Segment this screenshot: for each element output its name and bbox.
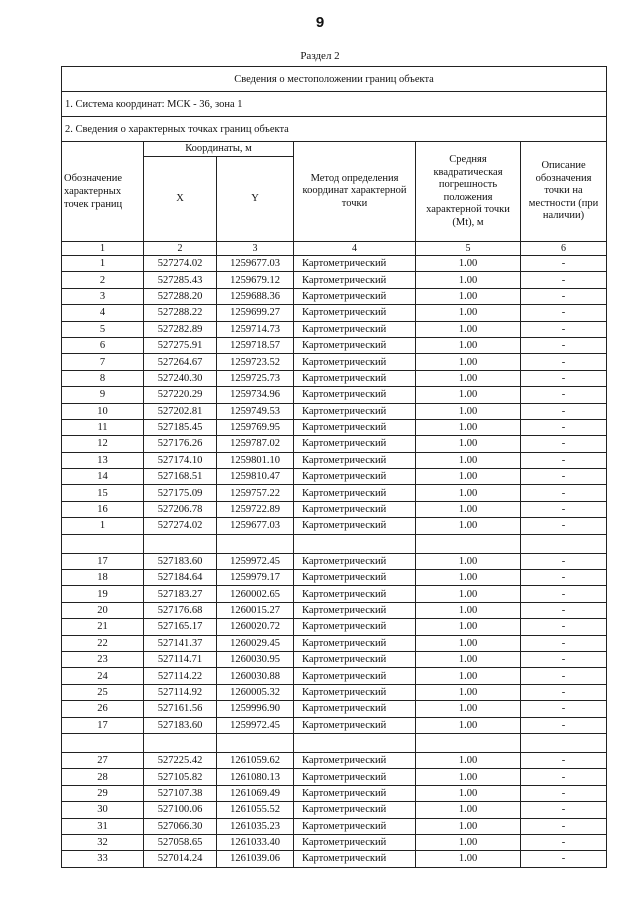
- table-row: [62, 635, 607, 651]
- table-row: [62, 387, 607, 403]
- coord-y-cell: 1260029.45: [217, 635, 294, 651]
- coord-y-cell: 1260020.72: [217, 619, 294, 635]
- coord-y-cell: 1259722.89: [217, 501, 294, 517]
- point-number-cell: 19: [62, 586, 144, 602]
- column-number: 5: [416, 242, 521, 256]
- table-row: [62, 668, 607, 684]
- coord-system: 1. Система координат: МСК - 36, зона 1: [62, 92, 607, 117]
- coord-x-cell: 527105.82: [144, 769, 217, 785]
- table-row: [62, 403, 607, 419]
- table-row: [62, 469, 607, 485]
- point-number-cell: 13: [62, 452, 144, 468]
- table-row: [62, 785, 607, 801]
- error-cell: 1.00: [416, 436, 521, 452]
- boundary-table: [61, 66, 607, 868]
- table-row: [62, 452, 607, 468]
- description-cell: -: [521, 403, 607, 419]
- coord-y-cell: 1259972.45: [217, 717, 294, 733]
- coord-x-cell: 527176.68: [144, 602, 217, 618]
- table-row: [62, 419, 607, 435]
- point-number-cell: 26: [62, 701, 144, 717]
- description-cell: -: [521, 684, 607, 700]
- point-number-cell: 7: [62, 354, 144, 370]
- header-method: Метод определения координат характерной точки: [294, 142, 416, 242]
- method-cell: Картометрический: [294, 752, 416, 768]
- coord-y-cell: 1259801.10: [217, 452, 294, 468]
- error-cell: 1.00: [416, 785, 521, 801]
- coord-x-cell: 527285.43: [144, 272, 217, 288]
- coord-x-cell: 527282.89: [144, 321, 217, 337]
- empty-cell: [144, 534, 217, 553]
- error-cell: 1.00: [416, 272, 521, 288]
- coord-x-cell: 527183.60: [144, 717, 217, 733]
- coord-x-cell: 527165.17: [144, 619, 217, 635]
- point-number-cell: 6: [62, 337, 144, 353]
- method-cell: Картометрический: [294, 387, 416, 403]
- coord-y-cell: 1261039.06: [217, 851, 294, 867]
- coord-x-cell: 527175.09: [144, 485, 217, 501]
- page-number: 9: [315, 14, 325, 31]
- description-cell: -: [521, 436, 607, 452]
- error-cell: 1.00: [416, 586, 521, 602]
- method-cell: Картометрический: [294, 818, 416, 834]
- method-cell: Картометрический: [294, 321, 416, 337]
- description-cell: -: [521, 619, 607, 635]
- method-cell: Картометрический: [294, 834, 416, 850]
- description-cell: -: [521, 501, 607, 517]
- description-cell: -: [521, 701, 607, 717]
- table-row: [62, 272, 607, 288]
- coord-x-cell: 527274.02: [144, 256, 217, 272]
- table-row: [62, 752, 607, 768]
- header-error: Средняя квадратическая погрешность положения характерной точки (Mt), м: [416, 142, 521, 242]
- method-cell: Картометрический: [294, 635, 416, 651]
- coord-x-cell: 527114.92: [144, 684, 217, 700]
- error-cell: 1.00: [416, 684, 521, 700]
- description-cell: -: [521, 717, 607, 733]
- column-number: 4: [294, 242, 416, 256]
- method-cell: Картометрический: [294, 668, 416, 684]
- error-cell: 1.00: [416, 501, 521, 517]
- table-row: [62, 851, 607, 867]
- method-cell: Картометрический: [294, 501, 416, 517]
- error-cell: 1.00: [416, 387, 521, 403]
- method-cell: Картометрический: [294, 485, 416, 501]
- empty-cell: [521, 534, 607, 553]
- point-number-cell: 10: [62, 403, 144, 419]
- point-number-cell: 16: [62, 501, 144, 517]
- point-number-cell: 22: [62, 635, 144, 651]
- coord-y-cell: 1259769.95: [217, 419, 294, 435]
- coord-y-cell: 1259688.36: [217, 288, 294, 304]
- table-row: [62, 288, 607, 304]
- table-row: [62, 570, 607, 586]
- table-row: [62, 651, 607, 667]
- table-row: [62, 769, 607, 785]
- description-cell: -: [521, 769, 607, 785]
- point-number-cell: 32: [62, 834, 144, 850]
- coord-y-cell: 1260030.88: [217, 668, 294, 684]
- method-cell: Картометрический: [294, 586, 416, 602]
- coord-x-cell: 527220.29: [144, 387, 217, 403]
- error-cell: 1.00: [416, 485, 521, 501]
- table-row: [62, 436, 607, 452]
- coord-x-cell: 527184.64: [144, 570, 217, 586]
- coord-y-cell: 1260015.27: [217, 602, 294, 618]
- description-cell: -: [521, 354, 607, 370]
- coord-x-cell: 527066.30: [144, 818, 217, 834]
- error-cell: 1.00: [416, 553, 521, 569]
- coord-x-cell: 527288.20: [144, 288, 217, 304]
- description-cell: -: [521, 785, 607, 801]
- method-cell: Картометрический: [294, 684, 416, 700]
- coord-x-cell: 527183.27: [144, 586, 217, 602]
- method-cell: Картометрический: [294, 553, 416, 569]
- coord-x-cell: 527141.37: [144, 635, 217, 651]
- point-number-cell: 27: [62, 752, 144, 768]
- description-cell: -: [521, 337, 607, 353]
- empty-cell: [217, 733, 294, 752]
- table-row: [62, 602, 607, 618]
- description-cell: -: [521, 452, 607, 468]
- error-cell: 1.00: [416, 256, 521, 272]
- error-cell: 1.00: [416, 452, 521, 468]
- empty-cell: [416, 733, 521, 752]
- coord-y-cell: 1259718.57: [217, 337, 294, 353]
- method-cell: Картометрический: [294, 717, 416, 733]
- column-number: 1: [62, 242, 144, 256]
- point-number-cell: 3: [62, 288, 144, 304]
- group-separator-row: [62, 534, 607, 553]
- error-cell: 1.00: [416, 403, 521, 419]
- coord-x-cell: 527202.81: [144, 403, 217, 419]
- coord-y-cell: 1259972.45: [217, 553, 294, 569]
- point-number-cell: 1: [62, 256, 144, 272]
- coord-y-cell: 1259734.96: [217, 387, 294, 403]
- table-row: [62, 701, 607, 717]
- method-cell: Картометрический: [294, 802, 416, 818]
- method-cell: Картометрический: [294, 851, 416, 867]
- coord-y-cell: 1259679.12: [217, 272, 294, 288]
- description-cell: -: [521, 602, 607, 618]
- empty-cell: [416, 534, 521, 553]
- table-row: [62, 305, 607, 321]
- coord-y-cell: 1260030.95: [217, 651, 294, 667]
- point-number-cell: 11: [62, 419, 144, 435]
- point-number-cell: 31: [62, 818, 144, 834]
- table-row: [62, 586, 607, 602]
- table-row: [62, 321, 607, 337]
- table-row: [62, 553, 607, 569]
- point-number-cell: 1: [62, 518, 144, 534]
- coord-y-cell: 1259699.27: [217, 305, 294, 321]
- error-cell: 1.00: [416, 668, 521, 684]
- coord-y-cell: 1261035.23: [217, 818, 294, 834]
- method-cell: Картометрический: [294, 419, 416, 435]
- error-cell: 1.00: [416, 354, 521, 370]
- table-row: [62, 354, 607, 370]
- coord-x-cell: 527240.30: [144, 370, 217, 386]
- coord-x-cell: 527100.06: [144, 802, 217, 818]
- description-cell: -: [521, 570, 607, 586]
- point-number-cell: 8: [62, 370, 144, 386]
- table-row: [62, 370, 607, 386]
- coord-y-cell: 1259725.73: [217, 370, 294, 386]
- header-y: Y: [217, 157, 294, 242]
- point-number-cell: 17: [62, 553, 144, 569]
- method-cell: Картометрический: [294, 272, 416, 288]
- point-number-cell: 24: [62, 668, 144, 684]
- coord-x-cell: 527274.02: [144, 518, 217, 534]
- coord-y-cell: 1261055.52: [217, 802, 294, 818]
- coord-y-cell: 1260005.32: [217, 684, 294, 700]
- coord-y-cell: 1259714.73: [217, 321, 294, 337]
- coord-x-cell: 527107.38: [144, 785, 217, 801]
- header-description: Описание обозначения точки на местности (при наличии): [521, 142, 607, 242]
- coord-x-cell: 527014.24: [144, 851, 217, 867]
- method-cell: Картометрический: [294, 403, 416, 419]
- point-number-cell: 20: [62, 602, 144, 618]
- coord-y-cell: 1259677.03: [217, 518, 294, 534]
- description-cell: -: [521, 518, 607, 534]
- coord-x-cell: 527206.78: [144, 501, 217, 517]
- coord-x-cell: 527225.42: [144, 752, 217, 768]
- coord-x-cell: 527264.67: [144, 354, 217, 370]
- coord-y-cell: 1259979.17: [217, 570, 294, 586]
- method-cell: Картометрический: [294, 651, 416, 667]
- method-cell: Картометрический: [294, 469, 416, 485]
- error-cell: 1.00: [416, 635, 521, 651]
- description-cell: -: [521, 419, 607, 435]
- point-number-cell: 5: [62, 321, 144, 337]
- point-number-cell: 18: [62, 570, 144, 586]
- header-x: X: [144, 157, 217, 242]
- description-cell: -: [521, 553, 607, 569]
- column-numbers-row: [62, 242, 607, 256]
- coord-y-cell: 1261033.40: [217, 834, 294, 850]
- error-cell: 1.00: [416, 469, 521, 485]
- method-cell: Картометрический: [294, 785, 416, 801]
- error-cell: 1.00: [416, 651, 521, 667]
- table-row: [62, 834, 607, 850]
- error-cell: 1.00: [416, 769, 521, 785]
- error-cell: 1.00: [416, 570, 521, 586]
- description-cell: -: [521, 469, 607, 485]
- method-cell: Картометрический: [294, 256, 416, 272]
- description-cell: -: [521, 834, 607, 850]
- coord-y-cell: 1259677.03: [217, 256, 294, 272]
- coord-x-cell: 527114.71: [144, 651, 217, 667]
- column-number: 6: [521, 242, 607, 256]
- point-number-cell: 33: [62, 851, 144, 867]
- table-row: [62, 818, 607, 834]
- description-cell: -: [521, 752, 607, 768]
- method-cell: Картометрический: [294, 452, 416, 468]
- description-cell: -: [521, 668, 607, 684]
- description-cell: -: [521, 305, 607, 321]
- table-row: [62, 485, 607, 501]
- point-number-cell: 30: [62, 802, 144, 818]
- coord-x-cell: 527161.56: [144, 701, 217, 717]
- table-row: [62, 256, 607, 272]
- table-title: Сведения о местоположении границ объекта: [62, 67, 607, 92]
- coord-x-cell: 527185.45: [144, 419, 217, 435]
- table-row: [62, 337, 607, 353]
- table-row: [62, 684, 607, 700]
- group-separator-row: [62, 733, 607, 752]
- coord-y-cell: 1260002.65: [217, 586, 294, 602]
- description-cell: -: [521, 851, 607, 867]
- coord-x-cell: 527168.51: [144, 469, 217, 485]
- description-cell: -: [521, 256, 607, 272]
- table-row: [62, 717, 607, 733]
- method-cell: Картометрический: [294, 337, 416, 353]
- coord-y-cell: 1259996.90: [217, 701, 294, 717]
- coord-y-cell: 1261069.49: [217, 785, 294, 801]
- description-cell: -: [521, 818, 607, 834]
- description-cell: -: [521, 635, 607, 651]
- point-number-cell: 23: [62, 651, 144, 667]
- method-cell: Картометрический: [294, 305, 416, 321]
- error-cell: 1.00: [416, 321, 521, 337]
- empty-cell: [144, 733, 217, 752]
- description-cell: -: [521, 485, 607, 501]
- coord-x-cell: 527275.91: [144, 337, 217, 353]
- point-number-cell: 29: [62, 785, 144, 801]
- point-number-cell: 9: [62, 387, 144, 403]
- point-number-cell: 14: [62, 469, 144, 485]
- coord-x-cell: 527058.65: [144, 834, 217, 850]
- method-cell: Картометрический: [294, 354, 416, 370]
- error-cell: 1.00: [416, 851, 521, 867]
- method-cell: Картометрический: [294, 288, 416, 304]
- coord-y-cell: 1259757.22: [217, 485, 294, 501]
- description-cell: -: [521, 272, 607, 288]
- error-cell: 1.00: [416, 337, 521, 353]
- error-cell: 1.00: [416, 305, 521, 321]
- error-cell: 1.00: [416, 419, 521, 435]
- header-designation: Обозначение характерных точек границ: [62, 142, 144, 242]
- coord-x-cell: 527174.10: [144, 452, 217, 468]
- column-number: 2: [144, 242, 217, 256]
- column-number: 3: [217, 242, 294, 256]
- empty-cell: [62, 534, 144, 553]
- empty-cell: [521, 733, 607, 752]
- coord-x-cell: 527114.22: [144, 668, 217, 684]
- coord-y-cell: 1261059.62: [217, 752, 294, 768]
- points-heading: 2. Сведения о характерных точках границ объекта: [62, 117, 607, 142]
- coord-y-cell: 1259810.47: [217, 469, 294, 485]
- point-number-cell: 4: [62, 305, 144, 321]
- error-cell: 1.00: [416, 802, 521, 818]
- method-cell: Картометрический: [294, 769, 416, 785]
- empty-cell: [62, 733, 144, 752]
- error-cell: 1.00: [416, 619, 521, 635]
- section-title: Раздел 2: [300, 50, 340, 62]
- error-cell: 1.00: [416, 818, 521, 834]
- method-cell: Картометрический: [294, 619, 416, 635]
- error-cell: 1.00: [416, 370, 521, 386]
- method-cell: Картометрический: [294, 701, 416, 717]
- coord-y-cell: 1259749.53: [217, 403, 294, 419]
- table-row: [62, 802, 607, 818]
- error-cell: 1.00: [416, 717, 521, 733]
- point-number-cell: 28: [62, 769, 144, 785]
- point-number-cell: 17: [62, 717, 144, 733]
- description-cell: -: [521, 586, 607, 602]
- error-cell: 1.00: [416, 834, 521, 850]
- coord-x-cell: 527183.60: [144, 553, 217, 569]
- method-cell: Картометрический: [294, 518, 416, 534]
- method-cell: Картометрический: [294, 436, 416, 452]
- point-number-cell: 2: [62, 272, 144, 288]
- description-cell: -: [521, 370, 607, 386]
- point-number-cell: 15: [62, 485, 144, 501]
- coord-x-cell: 527176.26: [144, 436, 217, 452]
- table-row: [62, 501, 607, 517]
- empty-cell: [294, 733, 416, 752]
- coord-y-cell: 1261080.13: [217, 769, 294, 785]
- coord-x-cell: 527288.22: [144, 305, 217, 321]
- description-cell: -: [521, 288, 607, 304]
- coord-y-cell: 1259723.52: [217, 354, 294, 370]
- error-cell: 1.00: [416, 518, 521, 534]
- method-cell: Картометрический: [294, 370, 416, 386]
- header-coordinates: Координаты, м: [144, 142, 294, 157]
- method-cell: Картометрический: [294, 602, 416, 618]
- method-cell: Картометрический: [294, 570, 416, 586]
- error-cell: 1.00: [416, 602, 521, 618]
- error-cell: 1.00: [416, 701, 521, 717]
- description-cell: -: [521, 802, 607, 818]
- description-cell: -: [521, 387, 607, 403]
- error-cell: 1.00: [416, 752, 521, 768]
- empty-cell: [217, 534, 294, 553]
- error-cell: 1.00: [416, 288, 521, 304]
- description-cell: -: [521, 321, 607, 337]
- description-cell: -: [521, 651, 607, 667]
- point-number-cell: 21: [62, 619, 144, 635]
- point-number-cell: 12: [62, 436, 144, 452]
- table-row: [62, 518, 607, 534]
- table-row: [62, 619, 607, 635]
- coord-y-cell: 1259787.02: [217, 436, 294, 452]
- point-number-cell: 25: [62, 684, 144, 700]
- empty-cell: [294, 534, 416, 553]
